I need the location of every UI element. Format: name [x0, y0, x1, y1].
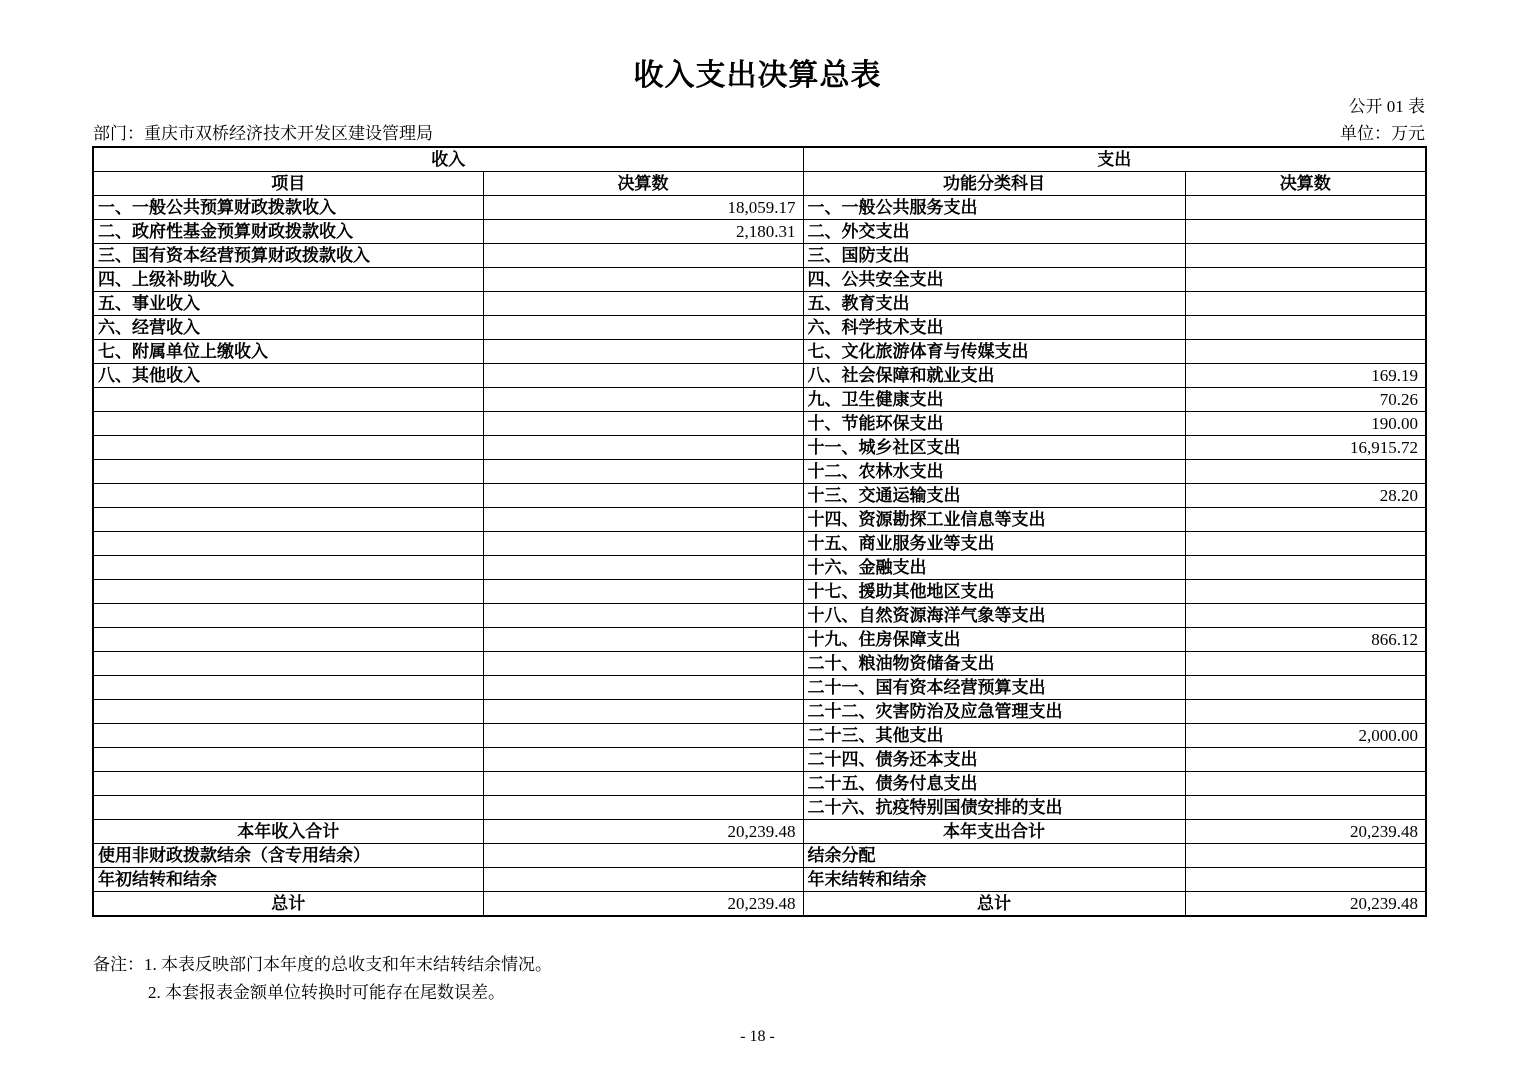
expense-amount-column-header: 决算数: [1185, 172, 1426, 196]
income-item-cell: [93, 532, 483, 556]
table-row: [93, 220, 1426, 244]
table-row: [93, 268, 1426, 292]
income-section-header: 收入: [93, 147, 803, 172]
income-amount-cell: [483, 268, 803, 292]
income-item-cell: [93, 772, 483, 796]
expense-item-cell: 十五、商业服务业等支出: [803, 532, 1185, 556]
income-amount-cell: [483, 844, 803, 868]
expense-item-cell: 十六、金融支出: [803, 556, 1185, 580]
income-item-cell: 八、其他收入: [93, 364, 483, 388]
income-item-cell: [93, 412, 483, 436]
expense-amount-cell: 20,239.48: [1185, 820, 1426, 844]
department-label: 部门：重庆市双桥经济技术开发区建设管理局: [93, 124, 433, 143]
income-amount-cell: [483, 604, 803, 628]
expense-item-cell: 五、教育支出: [803, 292, 1185, 316]
income-amount-cell: 18,059.17: [483, 196, 803, 220]
income-amount-cell: [483, 316, 803, 340]
expense-item-cell: 八、社会保障和就业支出: [803, 364, 1185, 388]
expense-amount-cell: [1185, 700, 1426, 724]
table-row: [93, 316, 1426, 340]
expense-item-cell: 本年支出合计: [803, 820, 1185, 844]
income-item-cell: [93, 460, 483, 484]
expense-item-column-header: 功能分类科目: [803, 172, 1185, 196]
expense-item-cell: 九、卫生健康支出: [803, 388, 1185, 412]
unit-label: 单位：万元: [1340, 124, 1425, 143]
table-row: [93, 244, 1426, 268]
table-row: [93, 748, 1426, 772]
income-item-cell: 六、经营收入: [93, 316, 483, 340]
table-row: [93, 364, 1426, 388]
income-item-cell: 总计: [93, 892, 483, 917]
note-text-1: 1. 本表反映部门本年度的总收支和年末结转结余情况。: [144, 955, 552, 974]
expense-amount-cell: [1185, 532, 1426, 556]
income-amount-cell: [483, 772, 803, 796]
table-row: [93, 724, 1426, 748]
income-amount-cell: [483, 364, 803, 388]
expense-item-cell: 四、公共安全支出: [803, 268, 1185, 292]
income-amount-cell: [483, 868, 803, 892]
expense-amount-cell: 28.20: [1185, 484, 1426, 508]
notes-label: 备注：: [93, 955, 144, 974]
expense-amount-cell: [1185, 604, 1426, 628]
income-amount-cell: [483, 748, 803, 772]
income-item-cell: [93, 724, 483, 748]
expense-item-cell: 二十五、债务付息支出: [803, 772, 1185, 796]
expense-item-cell: 十八、自然资源海洋气象等支出: [803, 604, 1185, 628]
note-text-2: 2. 本套报表金额单位转换时可能存在尾数误差。: [148, 983, 505, 1002]
table-row: [93, 436, 1426, 460]
income-amount-cell: 20,239.48: [483, 820, 803, 844]
income-amount-cell: [483, 292, 803, 316]
expense-item-cell: 年末结转和结余: [803, 868, 1185, 892]
table-row: [93, 196, 1426, 220]
income-amount-cell: [483, 796, 803, 820]
expense-amount-cell: [1185, 556, 1426, 580]
income-item-cell: [93, 628, 483, 652]
table-row: [93, 460, 1426, 484]
expense-item-cell: 二十四、债务还本支出: [803, 748, 1185, 772]
income-item-cell: [93, 580, 483, 604]
expense-item-cell: 十一、城乡社区支出: [803, 436, 1185, 460]
expense-amount-cell: [1185, 508, 1426, 532]
expense-item-cell: 七、文化旅游体育与传媒支出: [803, 340, 1185, 364]
income-item-cell: [93, 700, 483, 724]
expense-amount-cell: [1185, 868, 1426, 892]
expense-item-cell: 十二、农林水支出: [803, 460, 1185, 484]
expense-item-cell: 二十三、其他支出: [803, 724, 1185, 748]
expense-item-cell: 十三、交通运输支出: [803, 484, 1185, 508]
expense-amount-cell: 866.12: [1185, 628, 1426, 652]
budget-summary-table: [92, 146, 1427, 917]
page-title: 收入支出决算总表: [633, 59, 882, 92]
notes-block: [93, 951, 552, 1007]
page-number: - 18 -: [740, 1028, 775, 1045]
income-item-cell: [93, 388, 483, 412]
income-item-cell: 年初结转和结余: [93, 868, 483, 892]
table-row: [93, 796, 1426, 820]
table-row: [93, 340, 1426, 364]
expense-amount-cell: [1185, 676, 1426, 700]
expense-amount-cell: 70.26: [1185, 388, 1426, 412]
expense-amount-cell: [1185, 268, 1426, 292]
table-row: [93, 868, 1426, 892]
income-item-cell: 七、附属单位上缴收入: [93, 340, 483, 364]
table-row: [93, 412, 1426, 436]
expense-amount-cell: 2,000.00: [1185, 724, 1426, 748]
income-amount-cell: 20,239.48: [483, 892, 803, 917]
expense-amount-cell: [1185, 652, 1426, 676]
expense-item-cell: 十四、资源勘探工业信息等支出: [803, 508, 1185, 532]
table-row: [93, 556, 1426, 580]
note-line-2: [93, 979, 552, 1007]
income-item-cell: [93, 652, 483, 676]
table-row: [93, 604, 1426, 628]
expense-amount-cell: [1185, 772, 1426, 796]
expense-item-cell: 二、外交支出: [803, 220, 1185, 244]
income-amount-cell: [483, 484, 803, 508]
expense-amount-cell: 16,915.72: [1185, 436, 1426, 460]
table-row: [93, 676, 1426, 700]
expense-amount-cell: [1185, 460, 1426, 484]
expense-item-cell: 总计: [803, 892, 1185, 917]
income-amount-cell: [483, 676, 803, 700]
income-item-cell: [93, 436, 483, 460]
table-row: [93, 580, 1426, 604]
expense-section-header: 支出: [803, 147, 1426, 172]
income-amount-cell: [483, 724, 803, 748]
income-amount-cell: [483, 436, 803, 460]
table-row: [93, 532, 1426, 556]
income-amount-cell: [483, 628, 803, 652]
table-row: [93, 484, 1426, 508]
table-row: [93, 820, 1426, 844]
table-row: [93, 652, 1426, 676]
table-row: [93, 292, 1426, 316]
income-item-cell: [93, 796, 483, 820]
expense-amount-cell: [1185, 220, 1426, 244]
income-item-cell: 使用非财政拨款结余（含专用结余）: [93, 844, 483, 868]
expense-item-cell: 二十、粮油物资储备支出: [803, 652, 1185, 676]
table-row: [93, 508, 1426, 532]
expense-item-cell: 二十一、国有资本经营预算支出: [803, 676, 1185, 700]
income-item-cell: [93, 604, 483, 628]
income-amount-cell: [483, 580, 803, 604]
income-amount-cell: [483, 340, 803, 364]
expense-item-cell: 二十二、灾害防治及应急管理支出: [803, 700, 1185, 724]
expense-amount-cell: [1185, 748, 1426, 772]
expense-item-cell: 十七、援助其他地区支出: [803, 580, 1185, 604]
expense-item-cell: 十、节能环保支出: [803, 412, 1185, 436]
note-line-1: [93, 951, 552, 979]
income-amount-cell: [483, 508, 803, 532]
expense-item-cell: 三、国防支出: [803, 244, 1185, 268]
expense-amount-cell: [1185, 244, 1426, 268]
section-header-row: [93, 147, 1426, 172]
income-amount-column-header: 决算数: [483, 172, 803, 196]
expense-amount-cell: 20,239.48: [1185, 892, 1426, 917]
expense-amount-cell: [1185, 196, 1426, 220]
income-item-cell: 本年收入合计: [93, 820, 483, 844]
expense-amount-cell: [1185, 844, 1426, 868]
income-item-cell: [93, 676, 483, 700]
table-code-label: 公开 01 表: [1348, 97, 1425, 116]
income-item-cell: [93, 748, 483, 772]
expense-amount-cell: [1185, 580, 1426, 604]
income-item-cell: 四、上级补助收入: [93, 268, 483, 292]
expense-amount-cell: 190.00: [1185, 412, 1426, 436]
income-amount-cell: [483, 412, 803, 436]
table-row: [93, 844, 1426, 868]
column-header-row: [93, 172, 1426, 196]
income-item-cell: 三、国有资本经营预算财政拨款收入: [93, 244, 483, 268]
income-amount-cell: [483, 652, 803, 676]
table-row: [93, 892, 1426, 917]
income-item-column-header: 项目: [93, 172, 483, 196]
table-row: [93, 700, 1426, 724]
income-item-cell: 一、一般公共预算财政拨款收入: [93, 196, 483, 220]
income-amount-cell: [483, 700, 803, 724]
income-amount-cell: [483, 460, 803, 484]
table-row: [93, 772, 1426, 796]
income-amount-cell: 2,180.31: [483, 220, 803, 244]
table-body: [93, 196, 1426, 917]
expense-item-cell: 十九、住房保障支出: [803, 628, 1185, 652]
income-amount-cell: [483, 388, 803, 412]
expense-item-cell: 二十六、抗疫特别国债安排的支出: [803, 796, 1185, 820]
expense-amount-cell: [1185, 340, 1426, 364]
expense-item-cell: 一、一般公共服务支出: [803, 196, 1185, 220]
expense-item-cell: 结余分配: [803, 844, 1185, 868]
expense-item-cell: 六、科学技术支出: [803, 316, 1185, 340]
expense-amount-cell: [1185, 292, 1426, 316]
expense-amount-cell: [1185, 316, 1426, 340]
income-amount-cell: [483, 244, 803, 268]
table-row: [93, 628, 1426, 652]
income-amount-cell: [483, 556, 803, 580]
income-item-cell: [93, 556, 483, 580]
income-item-cell: [93, 508, 483, 532]
income-item-cell: [93, 484, 483, 508]
table-row: [93, 388, 1426, 412]
expense-amount-cell: 169.19: [1185, 364, 1426, 388]
income-item-cell: 二、政府性基金预算财政拨款收入: [93, 220, 483, 244]
income-amount-cell: [483, 532, 803, 556]
income-item-cell: 五、事业收入: [93, 292, 483, 316]
expense-amount-cell: [1185, 796, 1426, 820]
